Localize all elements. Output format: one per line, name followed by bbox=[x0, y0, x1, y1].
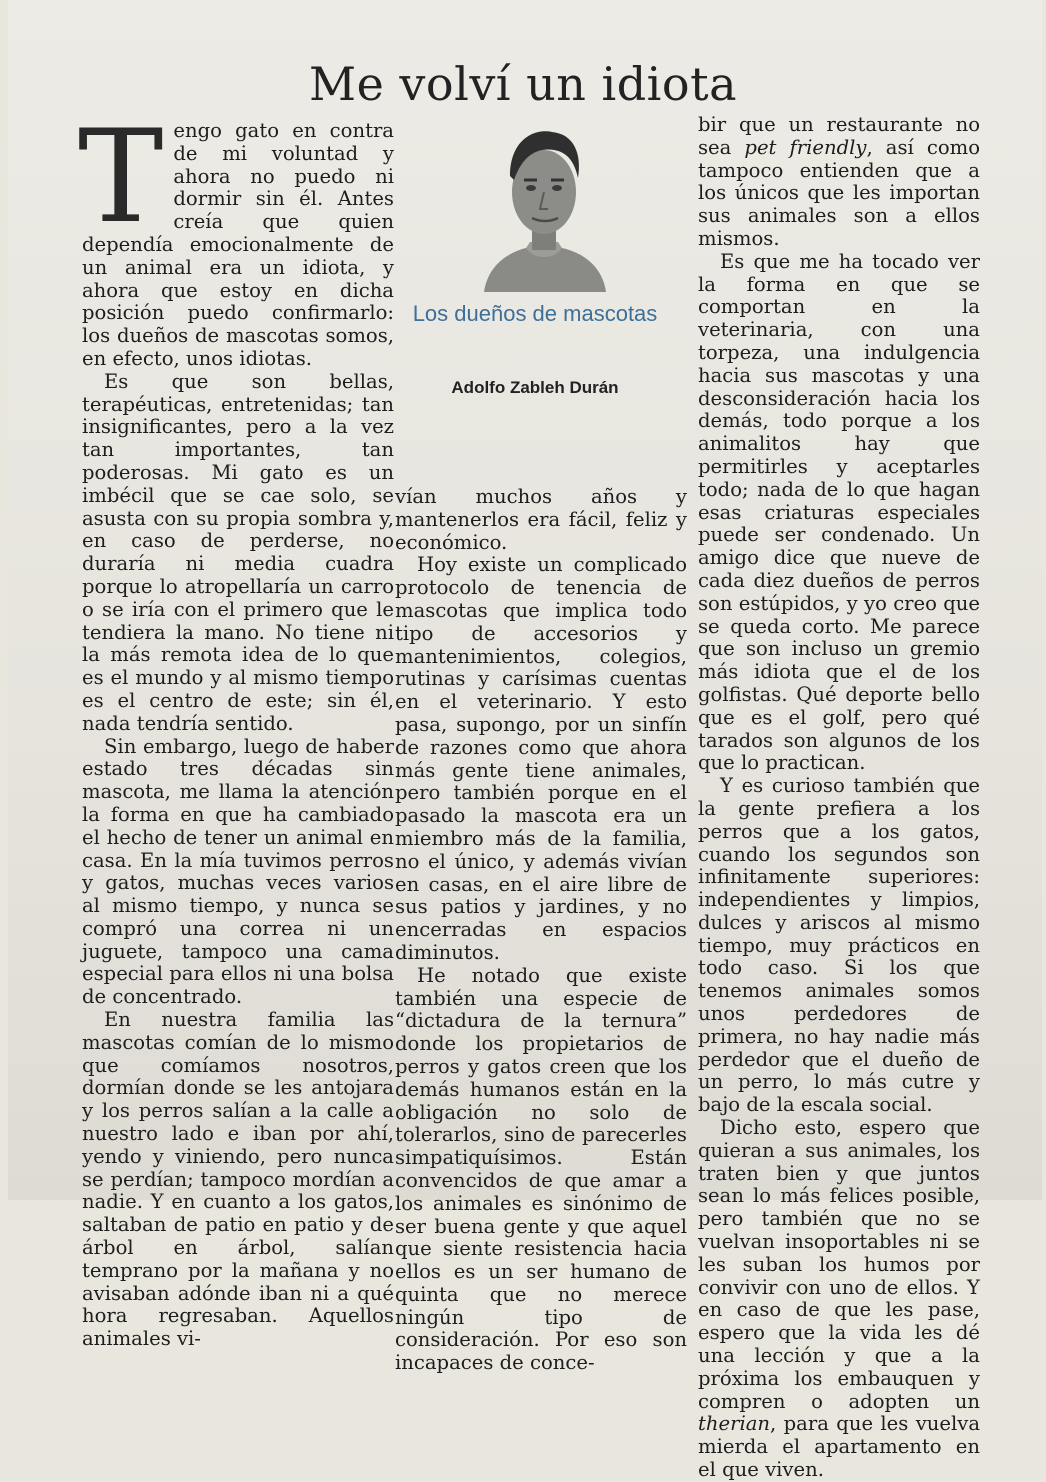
paragraph: Es que me ha tocado ver la forma en que se comportan en la veterinaria, con una torpeza, una indulgencia hacia sus mascotas y una desconsideración hacia los demás, todo porque a los animalitos hay que permitirles y aceptarles todo; nada de lo que hagan esas criaturas especiales puede ser condenado. Un amigo dice que nueve de cada diez dueños de perros son estúpidos, y yo creo que se queda corto. Me parece que son incluso un gremio más idiota que el de los golfistas. Qué deporte bello que es el golf, pero qué tarados son algunos de los que lo practican. bbox=[698, 249, 980, 775]
paragraph: vían muchos años y mantenerlos era fácil, feliz y económico. bbox=[395, 485, 687, 554]
drop-cap: T bbox=[78, 103, 164, 252]
paragraph: En nuestra familia las mascotas comían de lo mismo que comíamos nosotros, dormían donde se les antojara y los perros salían a la calle a nuestro lado e iban por ahí, yendo y viniendo, pero nunca se perdían; tampoco mordían a nadie. Y en cuanto a los gatos, saltaban de patio en patio y de árbol en árbol, salían temprano por la mañana y no avisaban adónde iban ni a qué hora regresaban. Aquellos animales vi- bbox=[82, 1008, 394, 1351]
paragraph: Y es curioso también que la gente prefiera a los perros que a los gatos, cuando los segundos son infinitamente superiores: independientes y limpios, dulces y ariscos al mismo tiempo, muy prácticos en todo caso. Si los que tenemos animales somos unos perdedores de primera, no hay nadie más perdedor que el dueño de un perro, lo más cutre y bajo de la escala social. bbox=[698, 774, 980, 1117]
paragraph: Dicho esto, espero que quieran a sus animales, los traten bien y que juntos sean lo más felices posible, pero también que no se vuelvan insoportables ni se les suban los humos por convivir con uno de ellos. Y en caso de que les pase, espero que la vida les dé una lección y que a la próxima los embauquen y compren o adopten un therian, para que les vuelva mierda el apartamento en el que viven. bbox=[698, 1116, 980, 1482]
author-portrait bbox=[474, 114, 614, 292]
paragraph: Tengo gato en contra de mi voluntad y ahora no puedo ni dormir sin él. Antes creía que quien dependía emocionalmente de un animal era un idiota, y ahora que estoy en dicha posición puedo confirmarlo: los dueños de mascotas somos, en efecto, unos idiotas. bbox=[78, 103, 394, 370]
column-3 bbox=[698, 114, 980, 1482]
column-2 bbox=[395, 486, 687, 1375]
paragraph: Sin embargo, luego de haber estado tres décadas sin mascota, me llama la atención la forma en que ha cambiado el hecho de tener un animal en casa. En la mía tuvimos perros y gatos, muchas veces varios al mismo tiempo, y nunca se compró una correa ni un juguete, tampoco una cama especial para ellos ni una bolsa de concentrado. bbox=[82, 734, 394, 1009]
section-label: Los dueños de mascotas bbox=[412, 301, 658, 326]
paragraph: bir que un restaurante no sea pet friendly, así como tampoco entienden que a los únicos que les importan sus animales son a ellos mismos. bbox=[698, 113, 980, 250]
paragraph: Es que son bellas, terapéuticas, entretenidas; tan insignificantes, pero a la vez tan importantes, tan poderosas. Mi gato es un imbécil que se cae solo, se asusta con su propia sombra y, en caso de perderse, no duraría ni media cuadra porque lo atropellaría un carro o se iría con el primero que le tendiera la mano. No tiene ni la más remota idea de lo que es el mundo y al mismo tiempo es el centro de este; sin él, nada tendría sentido. bbox=[82, 369, 394, 735]
paragraph: Hoy existe un complicado protocolo de tenencia de mascotas que implica todo tipo de accesorios y mantenimientos, colegios, rutinas y carísimas cuentas en el veterinario. Y esto pasa, supongo, por un sinfín de razones como que ahora más gente tiene animales, pero también porque en el pasado la mascota era un miembro más de la familia, no el único, y además vivían en casas, en el aire libre de sus patios y jardines, y no encerradas en espacios diminutos. bbox=[395, 553, 687, 964]
headline: Me volví un idiota bbox=[308, 56, 737, 111]
paragraph: He notado que existe también una especie de “dictadura de la ternura” donde los propietarios de perros y gatos creen que los demás humanos están en la obligación no solo de tolerarlos, sino de parecerles simpatiquísimos. Están convencidos de que amar a los animales es sinónimo de ser buena gente y que aquel que siente resistencia hacia ellos es un ser humano de quinta que no merece ningún tipo de consideración. Por eso son incapaces de conce- bbox=[395, 963, 687, 1375]
author-byline: Adolfo Zableh Durán bbox=[451, 378, 619, 397]
column-1 bbox=[78, 103, 394, 1351]
